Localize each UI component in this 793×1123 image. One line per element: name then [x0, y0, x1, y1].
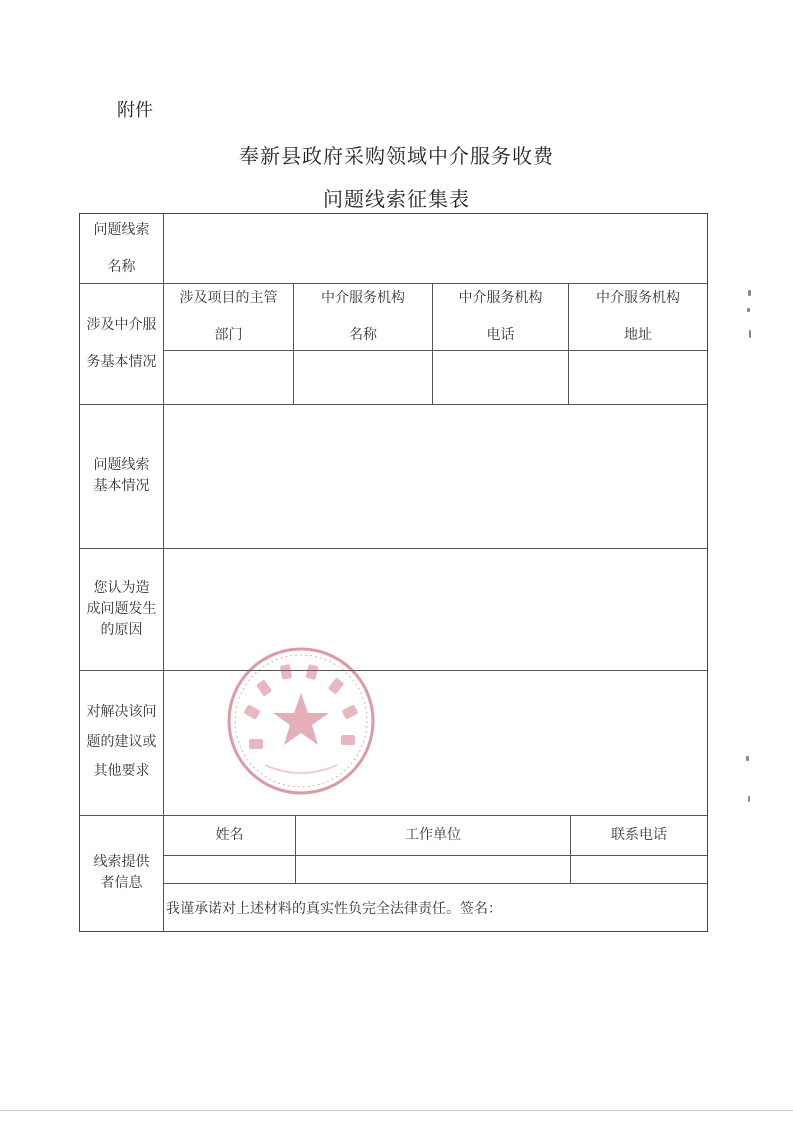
label-line: 名称 [107, 258, 136, 275]
scan-speck [749, 330, 751, 338]
label-line: 成问题发生 [86, 600, 157, 617]
label-line: 基本情况 [93, 478, 150, 494]
label-line: 对解决该问 [86, 704, 157, 721]
form-title-line1: 奉新县政府采购领域中介服务收费 [239, 144, 554, 168]
scan-speck [746, 756, 749, 761]
header-line: 涉及项目的主管 [179, 290, 278, 307]
supervising-dept-field[interactable] [164, 351, 293, 404]
agency-name-field[interactable] [294, 351, 432, 404]
label-line: 涉及中介服 [86, 317, 157, 334]
header-line: 地址 [624, 326, 652, 343]
provider-phone-field[interactable] [571, 856, 707, 883]
agency-address-field[interactable] [569, 351, 707, 404]
header-contact-phone [571, 815, 707, 855]
header-supervising-dept [164, 283, 293, 350]
official-seal-stamp [225, 645, 377, 797]
provider-work-unit-field[interactable] [296, 856, 570, 883]
agency-phone-field[interactable] [433, 351, 568, 404]
header-line: 中介服务机构 [596, 290, 680, 307]
label-suggestions [80, 670, 163, 815]
header-line: 姓名 [215, 826, 244, 843]
label-line: 的原因 [100, 621, 143, 638]
header-agency-address [569, 283, 707, 350]
header-line: 名称 [349, 326, 377, 343]
label-line: 务基本情况 [86, 353, 157, 370]
header-line: 部门 [214, 326, 243, 343]
label-clue-name [80, 214, 163, 283]
attachment-label: 附件 [117, 100, 153, 121]
label-line: 者信息 [100, 875, 143, 891]
label-line: 其他要求 [93, 763, 150, 780]
header-agency-name [294, 283, 432, 350]
header-agency-phone [433, 283, 568, 350]
scan-speck [748, 290, 751, 296]
scan-speck [747, 308, 750, 312]
clue-name-field[interactable] [164, 214, 707, 283]
header-name [164, 815, 295, 855]
header-line: 中介服务机构 [321, 290, 405, 307]
header-line: 电话 [486, 326, 515, 343]
label-line: 问题线索 [93, 222, 150, 239]
provider-name-field[interactable] [164, 856, 295, 883]
label-line: 您认为造 [93, 579, 150, 596]
header-work-unit [296, 815, 570, 855]
header-line: 工作单位 [405, 826, 461, 843]
scan-edge-line [0, 1110, 793, 1111]
form-title-line2: 问题线索征集表 [323, 187, 470, 211]
label-line: 问题线索 [93, 457, 150, 473]
label-agency-info [80, 283, 163, 404]
label-line: 线索提供 [93, 854, 150, 870]
label-cause [80, 548, 163, 670]
scan-speck [748, 796, 750, 802]
label-provider-info [80, 815, 163, 931]
pledge-signature-line[interactable]: 我谨承诺对上述材料的真实性负完全法律责任。签名： [166, 901, 502, 917]
label-line: 题的建议或 [86, 733, 157, 750]
header-line: 联系电话 [611, 826, 667, 843]
label-clue-basic-info [80, 404, 163, 548]
row-divider [163, 883, 707, 884]
clue-basic-info-field[interactable] [164, 405, 707, 548]
clue-collection-table [79, 213, 708, 932]
header-line: 中介服务机构 [458, 290, 543, 307]
